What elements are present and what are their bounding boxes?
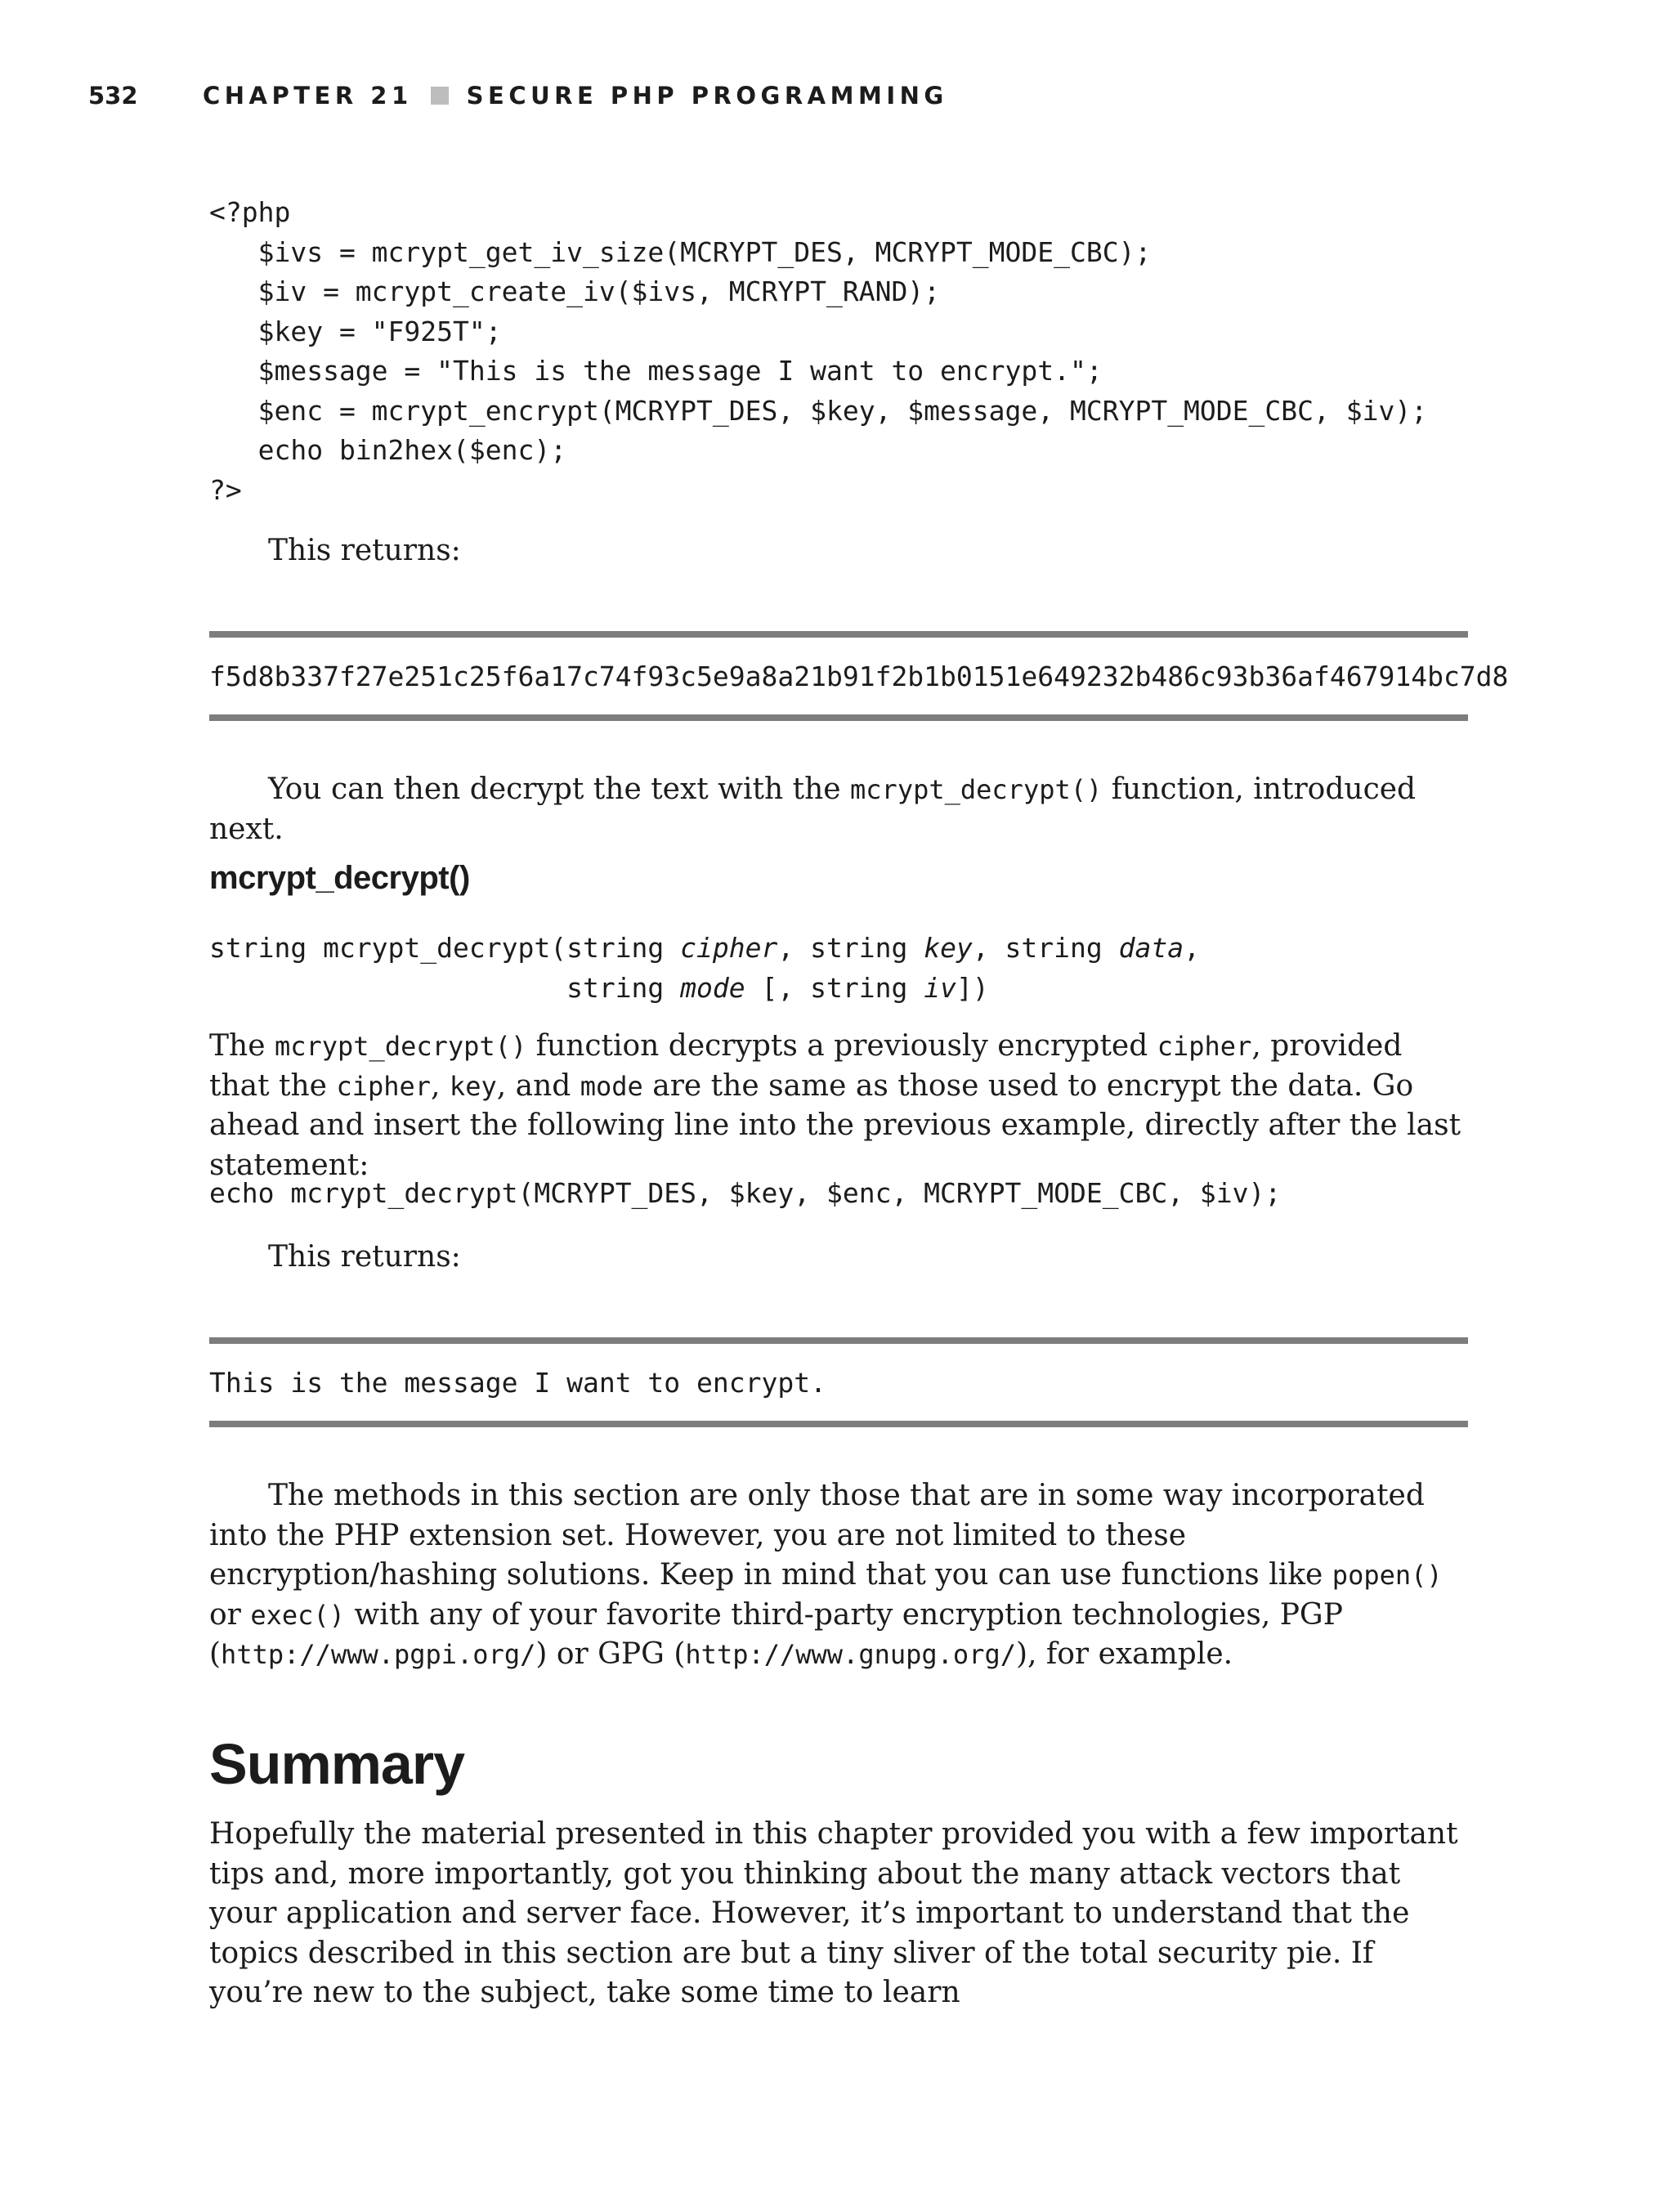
- decrypt-section-heading: mcrypt_decrypt(): [209, 860, 470, 896]
- returns-label-2: This returns:: [268, 1240, 461, 1274]
- plain-output-box: [209, 1337, 1468, 1427]
- page-number: 532: [88, 82, 138, 110]
- encrypt-code-listing: <?php $ivs = mcrypt_get_iv_size(MCRYPT_DES, MCRYPT_MODE_CBC); $iv = mcrypt_create_iv($ivs, MCRYPT_RAND); $key = "F925T"; $message = "This is the message I want to encrypt."; $enc = mcrypt_encrypt(MCRYPT_DES, $key, $message, MCRYPT_MODE_CBC, $iv); echo bin2hex($enc); ?>: [209, 196, 1428, 506]
- pgp-url: http://www.pgpi.org/: [221, 1639, 536, 1670]
- hex-output-box: [209, 631, 1509, 721]
- decrypt-description-paragraph: The mcrypt_decrypt() function decrypts a previously encrypted cipher, provided that the cipher, key, and mode are the same as those used to encrypt the data. Go ahead and insert the following line into the previous example, directly after the last statement:: [209, 1029, 1461, 1182]
- summary-paragraph: Hopefully the material presented in this chapter provided you with a few important tips and, more importantly, got you thinking about the many attack vectors that your application and server face. However, it’s important to understand that the topics described in this section are but a tiny sliver of the total security pie. If you’re new to the subject, take some time to learn: [209, 1817, 1458, 2009]
- header-square-separator: [431, 87, 449, 105]
- gpg-url: http://www.gnupg.org/: [685, 1639, 1016, 1670]
- hex-output: f5d8b337f27e251c25f6a17c74f93c5e9a8a21b91f2b1b0151e649232b486c93b36af467914bc7d8: [209, 660, 1509, 692]
- inline-code: mcrypt_decrypt(): [850, 774, 1103, 805]
- summary-heading: Summary: [209, 1732, 465, 1796]
- chapter-label: CHAPTER 21: [203, 82, 413, 110]
- decrypt-function-signature: string mcrypt_decrypt(string cipher, string key, string data, string mode [, string iv]): [209, 932, 1200, 1004]
- chapter-title: SECURE PHP PROGRAMMING: [466, 82, 948, 110]
- plain-output: This is the message I want to encrypt.: [209, 1367, 826, 1399]
- decrypt-code-line: echo mcrypt_decrypt(MCRYPT_DES, $key, $enc, MCRYPT_MODE_CBC, $iv);: [209, 1177, 1282, 1209]
- methods-paragraph: The methods in this section are only those that are in some way incorporated into the PHP extension set. However, you are not limited to these encryption/hashing solutions. Keep in mind that you can use functions like popen() or exec() with any of your favorite third-party encryption technologies, PGP (http://www.pgpi.org/) or GPG (http://www.gnupg.org/), for example.: [209, 1479, 1443, 1671]
- returns-label: This returns:: [268, 534, 461, 567]
- decrypt-intro-paragraph: You can then decrypt the text with the mcrypt_decrypt() function, introduced next.: [209, 772, 1417, 846]
- running-header: [88, 82, 948, 110]
